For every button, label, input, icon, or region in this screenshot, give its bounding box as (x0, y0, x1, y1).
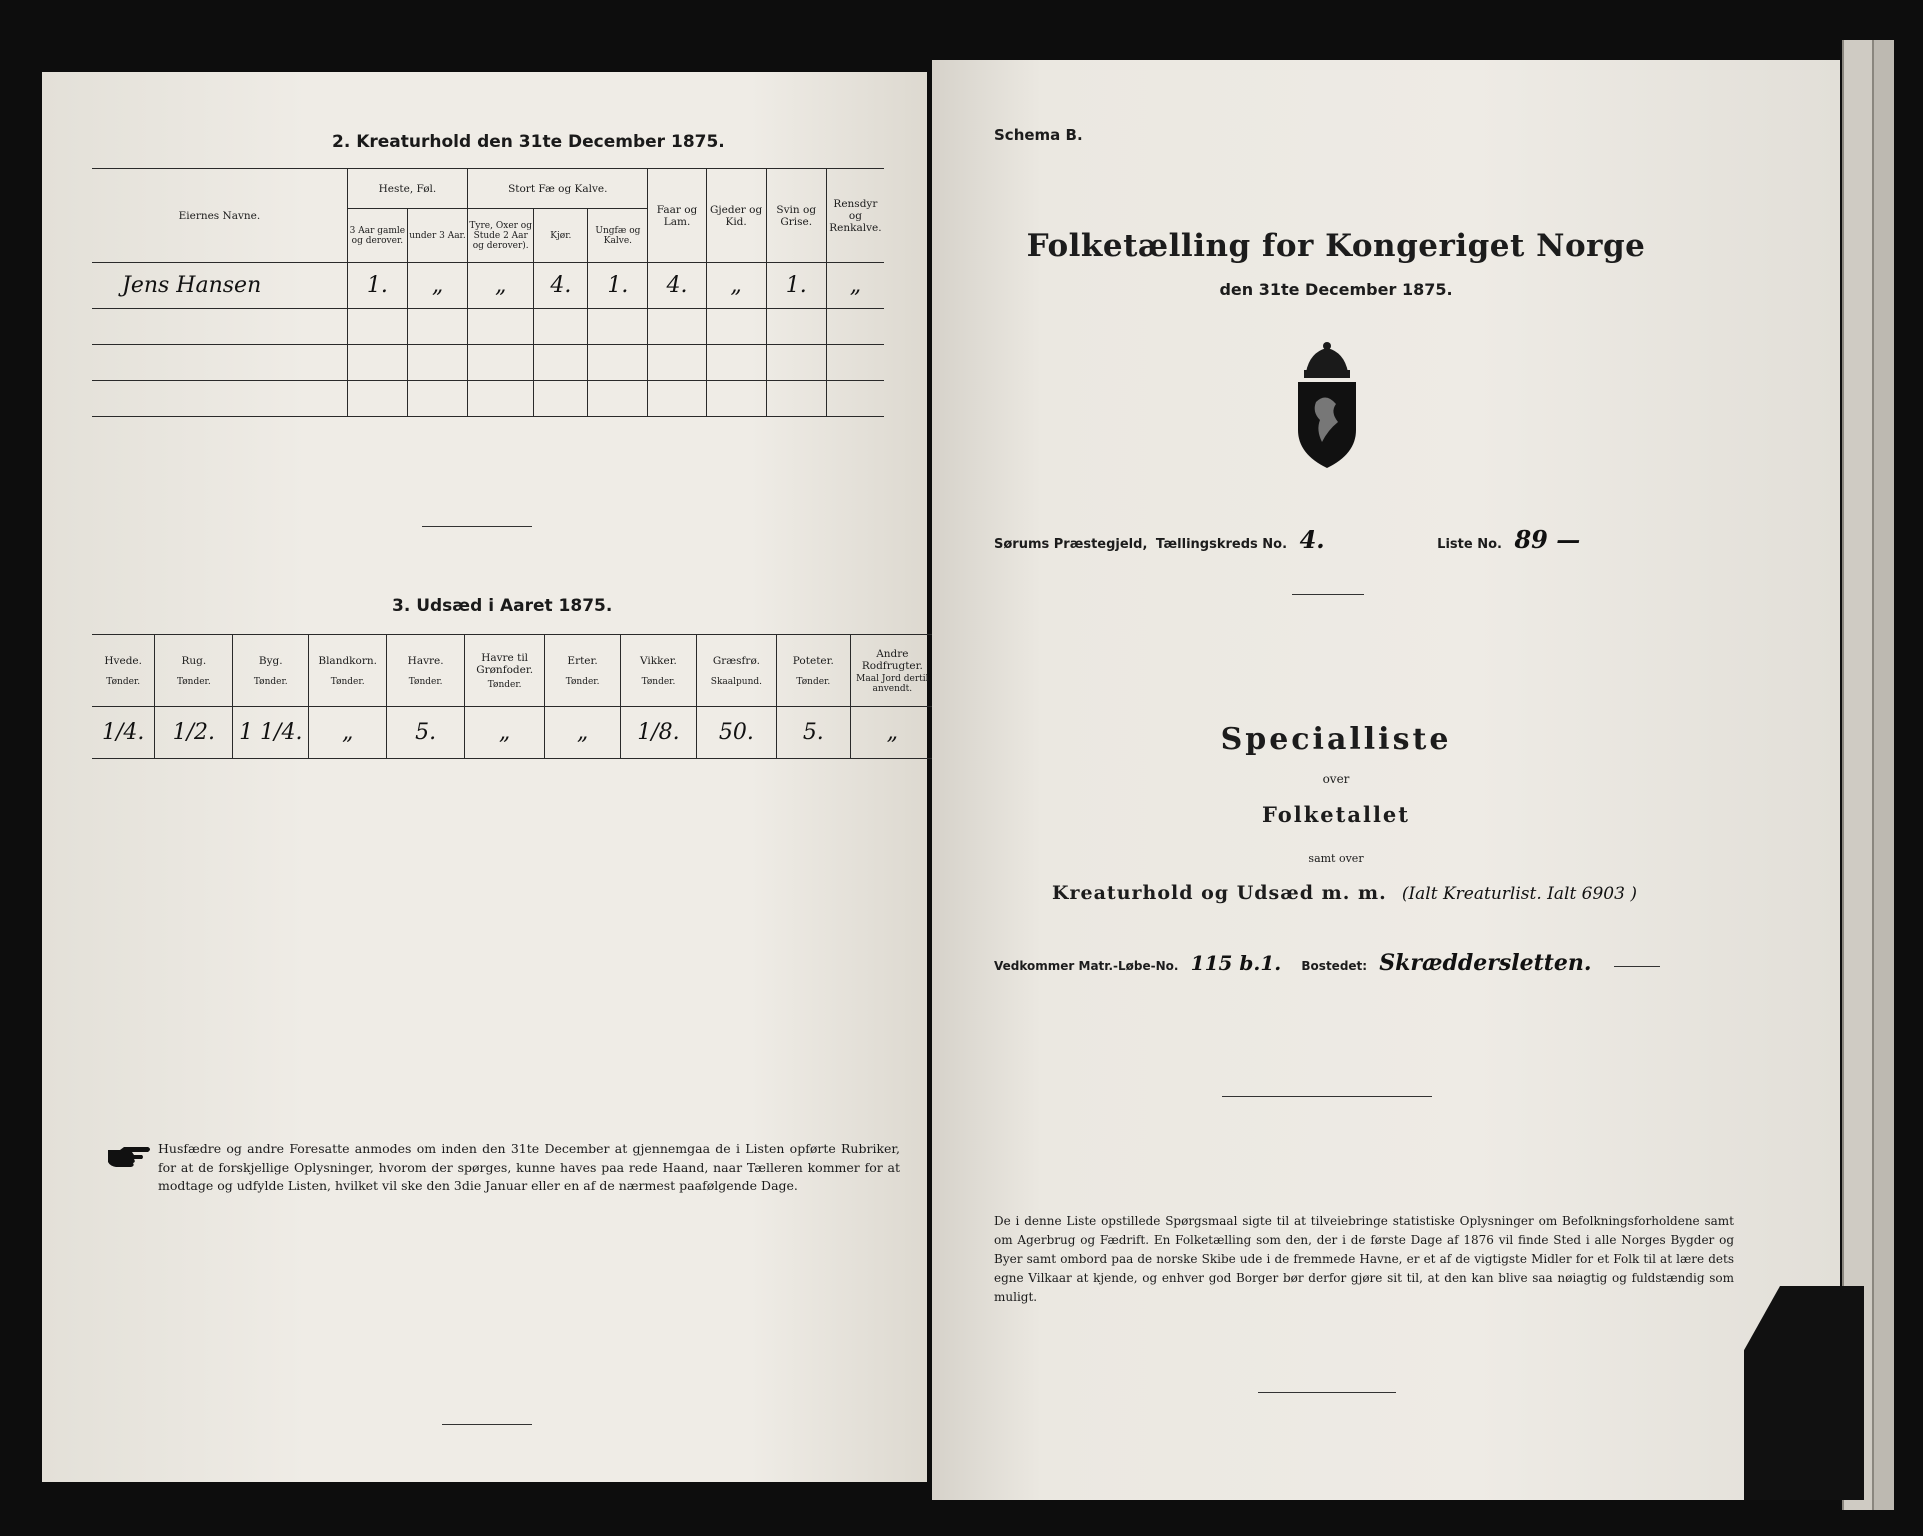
footer-text: De i denne Liste opstillede Spørgsmaal sigte til at tilveiebringe statistiske Oplysninger om Befolkningsforholdene samt om Agerbrug og Fædrift. En Folketælling som den, der i de første Dage af 1876 vil finde Sted i alle Norges Bygder og Byer samt ombord paa de norske Skibe ude i de fremmede Havne, er et af de vigtigste Midler for et Folk til at lære dets egne Vilkaar at kjende, og enhver god Borger bør derfor gjøre sit til, at den kan blive saa nøiagtig og fuldstændig som muligt. (994, 1214, 1734, 1304)
list-value: 89 — (1514, 525, 1581, 554)
left-page (42, 72, 927, 1482)
heste-header: Heste, Føl. (347, 169, 467, 209)
pointing-hand-icon (106, 1144, 152, 1170)
samt-over-label: samt over (1308, 852, 1364, 865)
table-row (92, 381, 884, 417)
divider (1258, 1392, 1396, 1393)
crop-value-vikker: 1/8. (621, 707, 697, 759)
bostedet-label: Bostedet: (1301, 959, 1368, 973)
crop-header-byg: Byg. Tønder. (233, 635, 309, 707)
cell-ungfae: 1. (588, 263, 648, 309)
crop-value-blandkorn: „ (309, 707, 387, 759)
crop-value-rug: 1/2. (155, 707, 233, 759)
ungfae-header: Ungfæ og Kalve. (588, 209, 648, 263)
crop-header-rug: Rug. Tønder. (155, 635, 233, 707)
table-row (92, 263, 884, 309)
specialliste-title: Specialliste (1220, 722, 1452, 757)
crop-value-gronfoder: „ (465, 707, 545, 759)
crop-header-erter: Erter. Tønder. (545, 635, 621, 707)
table-row (92, 707, 934, 759)
parish-label: Sørums Præstegjeld, (994, 537, 1148, 552)
kjor-header: Kjør. (534, 209, 588, 263)
table-row (92, 309, 884, 345)
district-value: 4. (1299, 525, 1325, 554)
crop-value-byg: 1 1/4. (233, 707, 309, 759)
cell-tyre: „ (468, 263, 534, 309)
cell-faar: 4. (648, 263, 706, 309)
crop-value-erter: „ (545, 707, 621, 759)
tyre-header: Tyre, Oxer og Stude 2 Aar og derover). (468, 209, 534, 263)
owner-name: Jens Hansen (92, 263, 347, 309)
cell-rensdyr: „ (826, 263, 884, 309)
bostedet-value: Skræddersletten. (1379, 950, 1592, 976)
cell-heste-3aar: 1. (347, 263, 407, 309)
crop-value-graesfro: 50. (696, 707, 776, 759)
stort-header: Stort Fæ og Kalve. (468, 169, 648, 209)
crop-value-hvede: 1/4. (92, 707, 155, 759)
livestock-table (92, 168, 884, 417)
matr-label: Vedkommer Matr.-Løbe-No. (994, 959, 1179, 973)
divider (442, 1424, 532, 1425)
district-line (994, 525, 1580, 554)
crop-header-graesfro: Græsfrø. Skaalpund. (696, 635, 776, 707)
right-page (932, 60, 1840, 1500)
crop-value-poteter: 5. (776, 707, 850, 759)
heste-3aar-header: 3 Aar gamle og derover. (347, 209, 407, 263)
faar-header: Faar og Lam. (648, 169, 706, 263)
section2-title: 2. Kreaturhold den 31te December 1875. (332, 132, 725, 152)
cell-heste-under: „ (407, 263, 467, 309)
cell-svin: 1. (766, 263, 826, 309)
crop-header-blandkorn: Blandkorn. Tønder. (309, 635, 387, 707)
crop-value-havre: 5. (387, 707, 465, 759)
coat-of-arms-icon (1286, 342, 1368, 472)
page-edge (1872, 40, 1894, 1510)
crop-header-hvede: Hvede. Tønder. (92, 635, 155, 707)
sowing-table (92, 634, 934, 759)
crop-header-andre: Andre Rodfrugter. Maal Jord dertil anvendt. (850, 635, 934, 707)
section3-title: 3. Udsæd i Aaret 1875. (392, 596, 613, 616)
crop-header-vikker: Vikker. Tønder. (621, 635, 697, 707)
rensdyr-header: Rensdyr og Renkalve. (826, 169, 884, 263)
gjeder-header: Gjeder og Kid. (706, 169, 766, 263)
cell-gjeder: „ (706, 263, 766, 309)
over-label: over (1322, 772, 1350, 786)
title-date: den 31te December 1875. (1219, 280, 1453, 299)
heste-under-header: under 3 Aar. (407, 209, 467, 263)
kreaturhold-title: Kreaturhold og Udsæd m. m. (1052, 882, 1387, 904)
owner-header: Eiernes Navne. (92, 169, 347, 263)
matr-value: 115 b.1. (1190, 951, 1282, 975)
folketallet-title: Folketallet (1262, 802, 1410, 827)
cell-kjor: 4. (534, 263, 588, 309)
svin-header: Svin og Grise. (766, 169, 826, 263)
divider (422, 526, 532, 527)
schema-label: Schema B. (994, 126, 1083, 144)
table-row (92, 345, 884, 381)
kreaturhold-note: (Ialt Kreaturlist. Ialt 6903 ) (1401, 884, 1637, 904)
district-label: Tællingskreds No. (1155, 537, 1288, 552)
divider (1292, 594, 1364, 595)
notice-text: Husfædre og andre Foresatte anmodes om inden den 31te December at gjennemgaa de i Listen opførte Rubriker, for at de forskjellige Oplysninger, hvorom der spørges, kunne haves paa rede Haand, naar Tælleren kommer for at modtage og udfylde Listen, hvilket vil ske den 3die Januar eller en af de nærmest paafølgende Dage. (158, 1141, 900, 1193)
matr-line (994, 950, 1660, 976)
crop-value-andre: „ (850, 707, 934, 759)
crop-header-poteter: Poteter. Tønder. (776, 635, 850, 707)
main-title: Folketælling for Kongeriget Norge (1026, 228, 1646, 264)
list-label: Liste No. (1437, 537, 1502, 552)
crop-header-havre: Havre. Tønder. (387, 635, 465, 707)
binder-clip (1744, 1286, 1864, 1500)
crop-header-gronfoder: Havre til Grønfoder. Tønder. (465, 635, 545, 707)
divider (1222, 1096, 1432, 1097)
kreaturhold-line (1052, 882, 1637, 904)
